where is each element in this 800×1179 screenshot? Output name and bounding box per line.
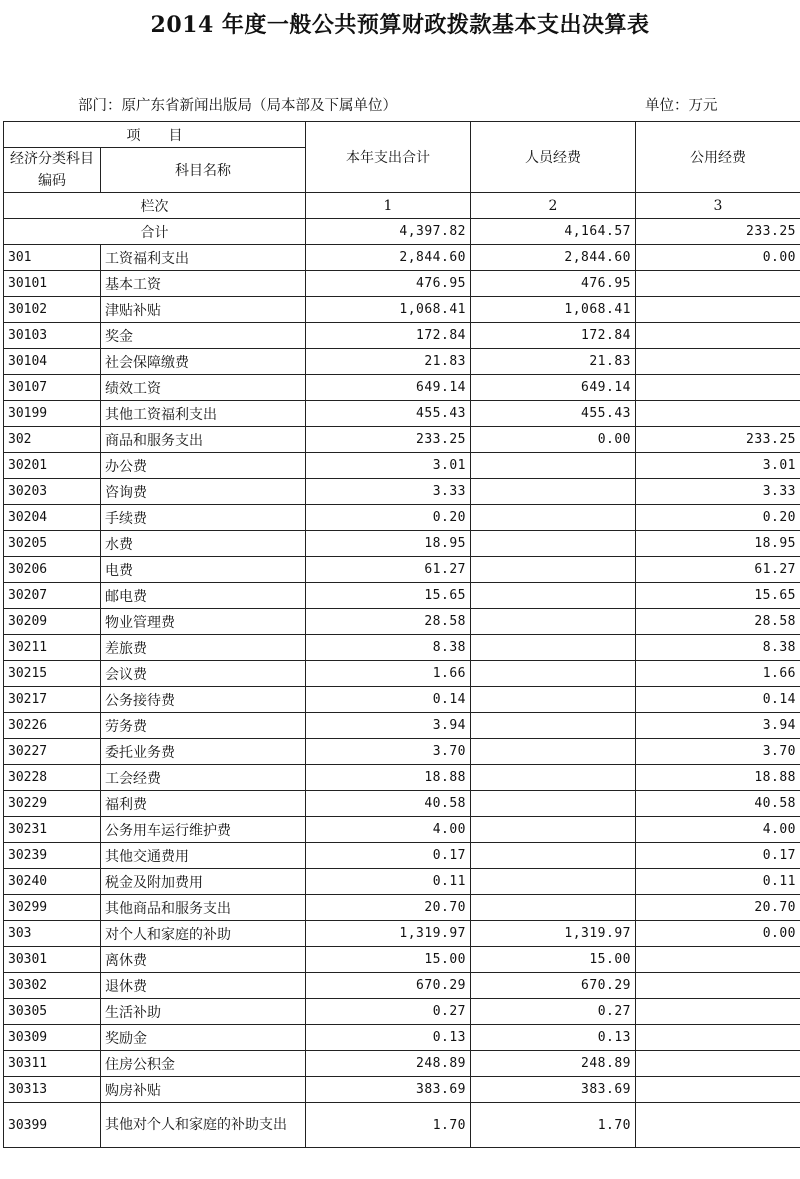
row-personnel [471, 843, 636, 869]
row-public: 4.00 [636, 817, 800, 843]
row-public: 28.58 [636, 609, 800, 635]
row-public: 3.70 [636, 739, 800, 765]
row-personnel [471, 505, 636, 531]
expenditure-table [3, 121, 800, 1148]
row-personnel [471, 895, 636, 921]
row-name: 税金及附加费用 [101, 869, 306, 895]
table-row [4, 583, 800, 609]
table-row [4, 713, 800, 739]
column-index-2: 2 [471, 193, 636, 219]
row-code: 30101 [4, 271, 101, 297]
row-name: 工资福利支出 [101, 245, 306, 271]
row-code: 30211 [4, 635, 101, 661]
row-name: 公务接待费 [101, 687, 306, 713]
table-row [4, 609, 800, 635]
row-public [636, 271, 800, 297]
table-row [4, 791, 800, 817]
row-name: 其他商品和服务支出 [101, 895, 306, 921]
row-name: 奖励金 [101, 1025, 306, 1051]
total-label: 合计 [4, 219, 306, 245]
table-row [4, 1077, 800, 1103]
row-total: 21.83 [306, 349, 471, 375]
row-total: 0.20 [306, 505, 471, 531]
row-personnel: 21.83 [471, 349, 636, 375]
row-personnel [471, 479, 636, 505]
row-code: 30209 [4, 609, 101, 635]
header-public: 公用经费 [636, 122, 800, 193]
page-title: 2014 年度一般公共预算财政拨款基本支出决算表 [150, 12, 650, 38]
table-row [4, 297, 800, 323]
row-total: 0.11 [306, 869, 471, 895]
row-total: 40.58 [306, 791, 471, 817]
row-personnel: 1.70 [471, 1103, 636, 1148]
row-total: 455.43 [306, 401, 471, 427]
row-personnel [471, 531, 636, 557]
row-code: 30227 [4, 739, 101, 765]
row-public: 0.11 [636, 869, 800, 895]
row-personnel: 0.00 [471, 427, 636, 453]
row-personnel: 0.27 [471, 999, 636, 1025]
row-public [636, 375, 800, 401]
table-row [4, 401, 800, 427]
row-code: 30399 [4, 1103, 101, 1148]
row-code: 30204 [4, 505, 101, 531]
table-row [4, 973, 800, 999]
row-code: 30299 [4, 895, 101, 921]
row-name: 其他交通费用 [101, 843, 306, 869]
row-public: 3.01 [636, 453, 800, 479]
header-row-item [4, 122, 800, 148]
table-row [4, 505, 800, 531]
row-personnel: 476.95 [471, 271, 636, 297]
row-code: 30199 [4, 401, 101, 427]
row-name: 劳务费 [101, 713, 306, 739]
table-row [4, 999, 800, 1025]
row-code: 30104 [4, 349, 101, 375]
header-personnel: 人员经费 [471, 122, 636, 193]
row-name: 生活补助 [101, 999, 306, 1025]
row-code: 302 [4, 427, 101, 453]
row-public [636, 349, 800, 375]
row-personnel [471, 583, 636, 609]
row-name: 社会保障缴费 [101, 349, 306, 375]
column-index-1: 1 [306, 193, 471, 219]
row-name: 绩效工资 [101, 375, 306, 401]
row-total: 649.14 [306, 375, 471, 401]
row-code: 30311 [4, 1051, 101, 1077]
row-total: 3.94 [306, 713, 471, 739]
row-personnel: 2,844.60 [471, 245, 636, 271]
row-code: 30309 [4, 1025, 101, 1051]
column-index-row [4, 193, 800, 219]
row-personnel: 455.43 [471, 401, 636, 427]
row-total: 248.89 [306, 1051, 471, 1077]
row-total: 20.70 [306, 895, 471, 921]
row-public: 3.33 [636, 479, 800, 505]
row-total: 3.01 [306, 453, 471, 479]
row-personnel [471, 739, 636, 765]
row-personnel: 670.29 [471, 973, 636, 999]
total-public: 233.25 [636, 219, 800, 245]
header-item: 项 目 [4, 122, 306, 148]
row-name: 公务用车运行维护费 [101, 817, 306, 843]
row-personnel [471, 765, 636, 791]
department-label: 部门：原广东省新闻出版局（局本部及下属单位） [78, 98, 397, 114]
row-total: 3.70 [306, 739, 471, 765]
row-code: 30231 [4, 817, 101, 843]
row-name: 福利费 [101, 791, 306, 817]
row-public: 18.95 [636, 531, 800, 557]
row-name: 差旅费 [101, 635, 306, 661]
row-total: 18.95 [306, 531, 471, 557]
table-row [4, 635, 800, 661]
table-row [4, 869, 800, 895]
table-row [4, 947, 800, 973]
row-total: 172.84 [306, 323, 471, 349]
row-personnel [471, 817, 636, 843]
table-row [4, 245, 800, 271]
row-total: 3.33 [306, 479, 471, 505]
row-personnel [471, 453, 636, 479]
row-public [636, 1051, 800, 1077]
table-row [4, 479, 800, 505]
row-total: 15.65 [306, 583, 471, 609]
row-total: 1,319.97 [306, 921, 471, 947]
total-personnel: 4,164.57 [471, 219, 636, 245]
table-row [4, 1103, 800, 1148]
row-personnel [471, 791, 636, 817]
row-personnel: 649.14 [471, 375, 636, 401]
table-row [4, 427, 800, 453]
table-row [4, 895, 800, 921]
row-public [636, 1103, 800, 1148]
row-code: 30302 [4, 973, 101, 999]
row-code: 30240 [4, 869, 101, 895]
row-name: 住房公积金 [101, 1051, 306, 1077]
table-row [4, 531, 800, 557]
row-public [636, 973, 800, 999]
row-public: 0.20 [636, 505, 800, 531]
row-public [636, 323, 800, 349]
row-name: 退休费 [101, 973, 306, 999]
row-name: 基本工资 [101, 271, 306, 297]
table-row [4, 661, 800, 687]
header-code: 经济分类科目编码 [4, 148, 101, 193]
row-personnel [471, 609, 636, 635]
unit-label: 单位：万元 [645, 98, 718, 114]
row-name: 手续费 [101, 505, 306, 531]
row-code: 30103 [4, 323, 101, 349]
row-public: 1.66 [636, 661, 800, 687]
row-name: 委托业务费 [101, 739, 306, 765]
row-name: 商品和服务支出 [101, 427, 306, 453]
total-row [4, 219, 800, 245]
row-code: 30102 [4, 297, 101, 323]
table-row [4, 843, 800, 869]
row-code: 30239 [4, 843, 101, 869]
row-name: 其他工资福利支出 [101, 401, 306, 427]
row-name: 水费 [101, 531, 306, 557]
row-personnel [471, 635, 636, 661]
table-row [4, 271, 800, 297]
column-index-3: 3 [636, 193, 800, 219]
row-code: 30201 [4, 453, 101, 479]
row-personnel: 383.69 [471, 1077, 636, 1103]
row-personnel: 15.00 [471, 947, 636, 973]
row-total: 8.38 [306, 635, 471, 661]
row-public [636, 297, 800, 323]
row-total: 233.25 [306, 427, 471, 453]
row-code: 30203 [4, 479, 101, 505]
table-row [4, 921, 800, 947]
row-personnel [471, 687, 636, 713]
row-total: 28.58 [306, 609, 471, 635]
table-row [4, 817, 800, 843]
row-public: 40.58 [636, 791, 800, 817]
row-name: 电费 [101, 557, 306, 583]
row-public: 0.00 [636, 245, 800, 271]
row-name: 物业管理费 [101, 609, 306, 635]
table-row [4, 687, 800, 713]
row-personnel [471, 661, 636, 687]
table-row [4, 765, 800, 791]
row-total: 15.00 [306, 947, 471, 973]
row-public [636, 999, 800, 1025]
row-code: 30107 [4, 375, 101, 401]
header-total: 本年支出合计 [306, 122, 471, 193]
row-public [636, 401, 800, 427]
row-public [636, 947, 800, 973]
row-public: 0.00 [636, 921, 800, 947]
row-personnel [471, 869, 636, 895]
row-name: 工会经费 [101, 765, 306, 791]
row-total: 0.14 [306, 687, 471, 713]
table-row [4, 323, 800, 349]
table-row [4, 375, 800, 401]
row-code: 30205 [4, 531, 101, 557]
row-total: 476.95 [306, 271, 471, 297]
row-public: 233.25 [636, 427, 800, 453]
row-name: 咨询费 [101, 479, 306, 505]
row-total: 0.17 [306, 843, 471, 869]
row-public [636, 1077, 800, 1103]
row-total: 670.29 [306, 973, 471, 999]
total-total: 4,397.82 [306, 219, 471, 245]
row-total: 1.66 [306, 661, 471, 687]
row-name: 对个人和家庭的补助 [101, 921, 306, 947]
header-name: 科目名称 [101, 148, 306, 193]
table-row [4, 349, 800, 375]
row-name: 邮电费 [101, 583, 306, 609]
row-personnel: 248.89 [471, 1051, 636, 1077]
row-public: 3.94 [636, 713, 800, 739]
row-name: 离休费 [101, 947, 306, 973]
row-personnel: 1,319.97 [471, 921, 636, 947]
row-public: 0.14 [636, 687, 800, 713]
row-total: 383.69 [306, 1077, 471, 1103]
row-name: 奖金 [101, 323, 306, 349]
row-public: 18.88 [636, 765, 800, 791]
row-name: 会议费 [101, 661, 306, 687]
row-code: 30207 [4, 583, 101, 609]
row-name: 购房补贴 [101, 1077, 306, 1103]
row-code: 301 [4, 245, 101, 271]
row-total: 61.27 [306, 557, 471, 583]
row-public: 20.70 [636, 895, 800, 921]
row-code: 30228 [4, 765, 101, 791]
row-total: 1,068.41 [306, 297, 471, 323]
row-total: 4.00 [306, 817, 471, 843]
table-row [4, 1051, 800, 1077]
row-code: 30301 [4, 947, 101, 973]
row-name: 津贴补贴 [101, 297, 306, 323]
row-total: 0.27 [306, 999, 471, 1025]
row-code: 30215 [4, 661, 101, 687]
row-public: 8.38 [636, 635, 800, 661]
row-total: 18.88 [306, 765, 471, 791]
row-personnel [471, 557, 636, 583]
row-code: 30305 [4, 999, 101, 1025]
row-personnel: 1,068.41 [471, 297, 636, 323]
row-code: 30226 [4, 713, 101, 739]
row-name: 其他对个人和家庭的补助支出 [101, 1103, 306, 1148]
row-code: 303 [4, 921, 101, 947]
column-index-label: 栏次 [4, 193, 306, 219]
row-public: 15.65 [636, 583, 800, 609]
row-public: 0.17 [636, 843, 800, 869]
row-code: 30313 [4, 1077, 101, 1103]
row-name: 办公费 [101, 453, 306, 479]
row-personnel: 172.84 [471, 323, 636, 349]
row-personnel [471, 713, 636, 739]
table-row [4, 739, 800, 765]
table-row [4, 557, 800, 583]
table-row [4, 453, 800, 479]
table-row [4, 1025, 800, 1051]
row-personnel: 0.13 [471, 1025, 636, 1051]
row-total: 2,844.60 [306, 245, 471, 271]
row-code: 30229 [4, 791, 101, 817]
row-code: 30206 [4, 557, 101, 583]
row-total: 1.70 [306, 1103, 471, 1148]
row-public: 61.27 [636, 557, 800, 583]
row-code: 30217 [4, 687, 101, 713]
row-total: 0.13 [306, 1025, 471, 1051]
row-public [636, 1025, 800, 1051]
